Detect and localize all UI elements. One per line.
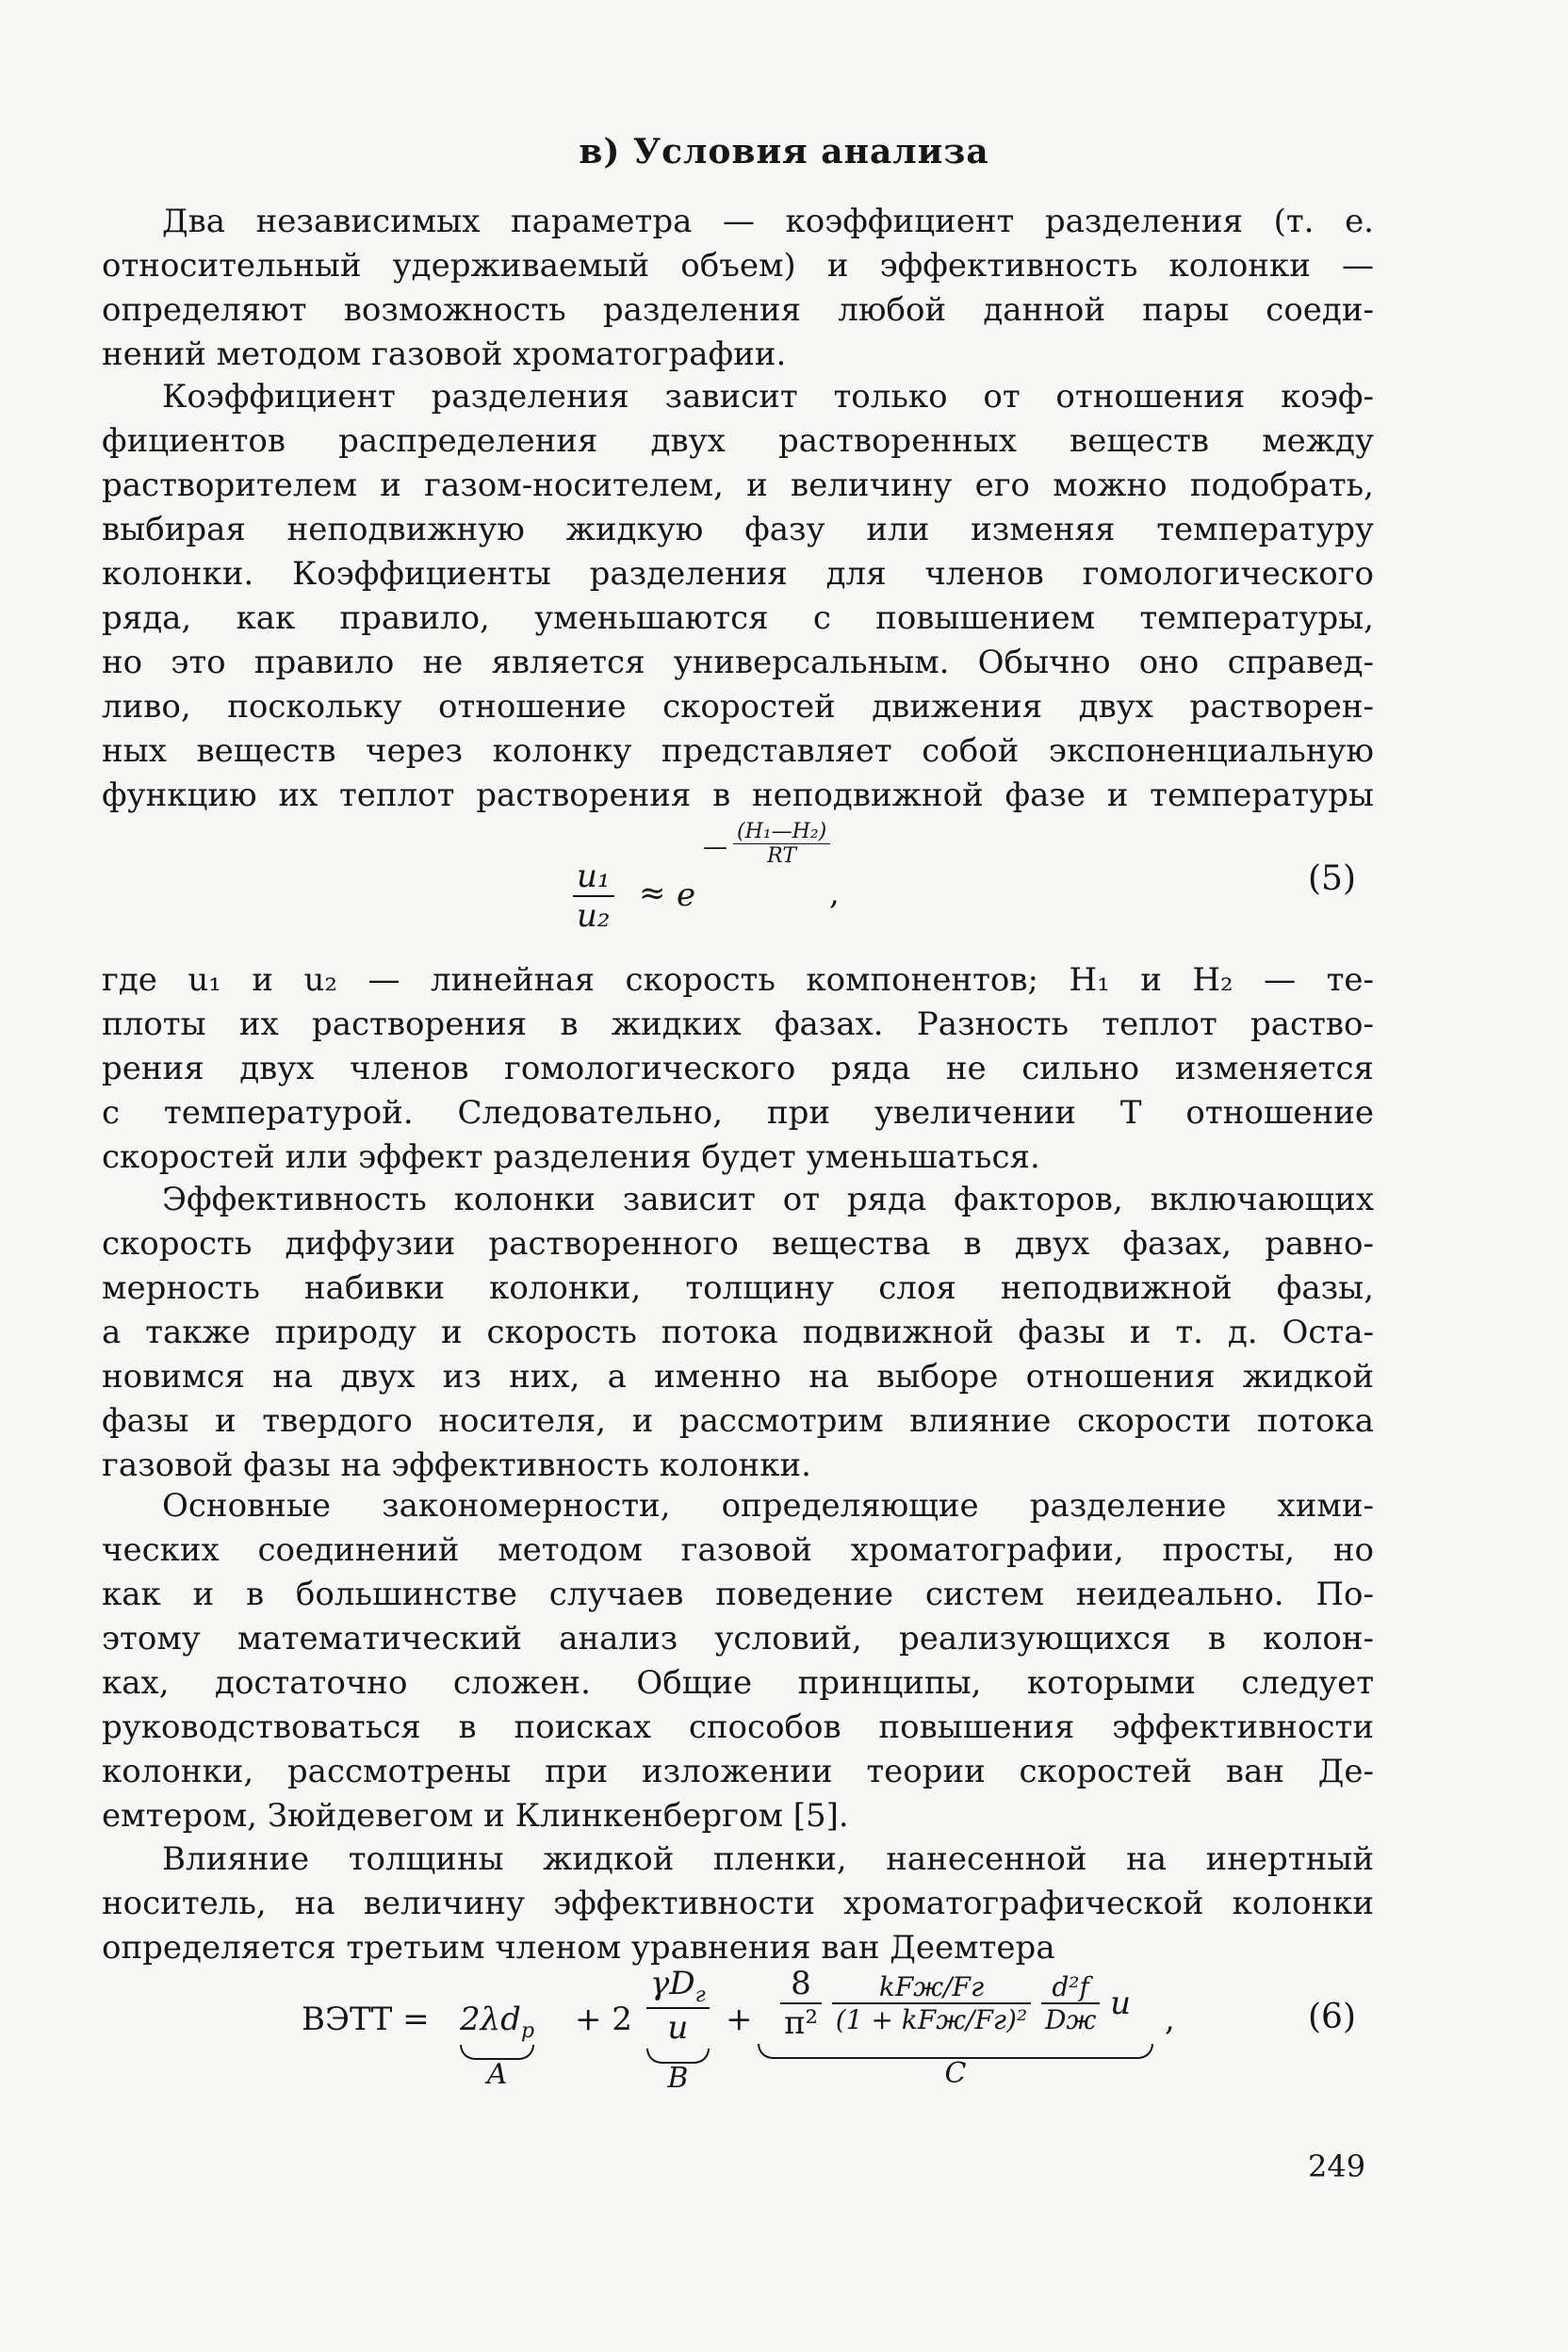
text-line: газовой фазы на эффективность колонки. — [102, 1446, 811, 1484]
text-line: ряда, как правило, уменьшаются с повышением температуры, — [102, 599, 1374, 637]
text-line: Два независимых параметра — коэффициент разделения (т. е. — [162, 203, 1374, 240]
text-line: относительный удерживаемый объем) и эффективность колонки — — [102, 247, 1374, 285]
eq6-c2-den: (1 + kFж/Fг)² — [835, 2004, 1028, 2035]
text-line: Основные закономерности, определяющие разделение хими- — [162, 1487, 1374, 1525]
text-line: Коэффициент разделения зависит только от отношения коэф- — [162, 378, 1374, 416]
paragraph-2 — [102, 375, 1374, 818]
eq5-denominator: u₂ — [577, 897, 611, 935]
eq6-c-u: u — [1110, 1984, 1131, 2022]
eq6-c-den: π² — [784, 2004, 818, 2042]
text-line: ных веществ через колонку представляет собой экспоненциальную — [102, 732, 1374, 770]
equation-5 — [573, 820, 874, 933]
text-line: Влияние толщины жидкой пленки, нанесенной на инертный — [162, 1840, 1374, 1878]
paragraph-6 — [102, 1838, 1374, 1970]
eq5-exp-num: (H₁—H₂) — [733, 820, 830, 844]
eq6-term-a-sub: p — [520, 2018, 535, 2043]
eq6-c-frac-1 — [780, 1965, 822, 2042]
text-line: а также природу и скорость потока подвижной фазы и т. д. Оста- — [102, 1314, 1374, 1351]
text-line: этому математический анализ условий, реализующихся в колон- — [102, 1620, 1374, 1658]
eq5-approx: ≈ — [639, 874, 666, 912]
paragraph-1 — [102, 200, 1374, 377]
eq6-term-b-num-sub: г — [694, 1983, 706, 2007]
text-line: ческих соединений методом газовой хроматографии, просты, но — [102, 1531, 1374, 1569]
text-line: где u₁ и u₂ — линейная скорость компонентов; H₁ и H₂ — те- — [102, 961, 1374, 999]
text-line: определяется третьим членом уравнения ван Деемтера — [102, 1929, 1055, 1967]
paragraph-5 — [102, 1484, 1374, 1838]
text-line: нений методом газовой хроматографии. — [102, 335, 787, 373]
text-line: но это правило не является универсальным. Обычно оно справед- — [102, 644, 1374, 681]
page-number: 249 — [1308, 2148, 1366, 2184]
text-line: определяют возможность разделения любой данной пары соеди- — [102, 291, 1374, 329]
label-a: A — [486, 2057, 508, 2091]
eq6-lhs: ВЭТТ = — [302, 2001, 430, 2038]
paragraph-4 — [102, 1178, 1374, 1488]
eq6-c-frac-2 — [832, 1971, 1031, 2035]
eq6-term-c — [758, 1965, 1153, 2089]
eq6-c3-num: d²f — [1041, 1971, 1100, 2004]
text-line: рения двух членов гомологического ряда не сильно изменяется — [102, 1050, 1374, 1087]
eq5-exponent — [733, 820, 830, 868]
text-line: колонки. Коэффициенты разделения для членов гомологического — [102, 555, 1374, 593]
eq6-term-b-num-text: γD — [650, 1965, 695, 2002]
label-c: C — [944, 2057, 967, 2090]
text-line: колонки, рассмотрены при изложении теории скоростей ван Де- — [102, 1753, 1374, 1790]
text-line: мерность набивки колонки, толщину слоя неподвижной фазы, — [102, 1269, 1374, 1307]
text-line: плоты их растворения в жидких фазах. Разность теплот раство- — [102, 1005, 1374, 1043]
text-line: скоростей или эффект разделения будет уменьшаться. — [102, 1138, 1040, 1176]
eq5-minus: — — [703, 833, 727, 861]
text-line: ках, достаточно сложен. Общие принципы, которыми следует — [102, 1664, 1374, 1702]
text-line: как и в большинстве случаев поведение систем неидеально. По- — [102, 1576, 1374, 1613]
eq5-comma: , — [829, 874, 840, 912]
eq6-term-b-frac — [646, 1965, 710, 2047]
eq6-term-a — [460, 2001, 534, 2090]
text-line: носитель, на величину эффективности хроматографической колонки — [102, 1885, 1374, 1922]
text-line: растворителем и газом-носителем, и величину его можно подобрать, — [102, 466, 1374, 504]
eq6-c3-den: Dж — [1045, 2004, 1097, 2035]
eq6-term-b — [646, 1965, 710, 2094]
eq6-c-num: 8 — [780, 1965, 822, 2004]
equation-5-number: (5) — [1308, 859, 1356, 898]
eq6-plus-1: + 2 — [575, 2001, 632, 2038]
eq6-term-a-expr — [460, 2001, 535, 2043]
eq6-term-b-den: u — [667, 2008, 689, 2047]
eq5-ratio — [573, 858, 614, 935]
text-line: выбирая неподвижную жидкую фазу или изменяя температуру — [102, 511, 1374, 548]
eq6-plus-2: + — [726, 2001, 753, 2038]
text-line: ливо, поскольку отношение скоростей движения двух растворен- — [102, 688, 1374, 726]
equation-6-number: (6) — [1308, 1998, 1356, 2036]
text-line: Эффективность колонки зависит от ряда факторов, включающих — [162, 1181, 1374, 1218]
eq6-c-frac-3 — [1041, 1971, 1100, 2035]
eq6-term-a-text: 2λd — [460, 2001, 521, 2038]
eq6-comma: , — [1165, 2001, 1175, 2038]
eq6-term-b-num — [646, 1965, 710, 2009]
paragraph-3 — [102, 958, 1374, 1180]
text-line: фициентов распределения двух растворенных веществ между — [102, 422, 1374, 460]
eq5-base: e — [677, 876, 696, 914]
equation-6 — [302, 1965, 1187, 2106]
text-line: емтером, Зюйдевегом и Клинкенбергом [5]. — [102, 1797, 849, 1835]
text-line: функцию их теплот растворения в неподвижной фазе и температуры — [102, 776, 1374, 814]
text-line: с температурой. Следовательно, при увеличении T отношение — [102, 1094, 1374, 1132]
text-line: новимся на двух из них, а именно на выборе отношения жидкой — [102, 1358, 1374, 1396]
eq5-exp-den: RT — [767, 844, 797, 868]
section-heading: в) Условия анализа — [579, 132, 989, 172]
eq5-numerator: u₁ — [573, 858, 614, 897]
eq6-term-c-expr — [780, 1965, 1131, 2042]
text-line: фазы и твердого носителя, и рассмотрим влияние скорости потока — [102, 1402, 1374, 1440]
text-line: руководствоваться в поисках способов повышения эффективности — [102, 1708, 1374, 1746]
label-b: B — [667, 2061, 689, 2095]
text-line: скорость диффузии растворенного вещества в двух фазах, равно- — [102, 1225, 1374, 1263]
eq6-c2-num: kFж/Fг — [832, 1971, 1031, 2004]
